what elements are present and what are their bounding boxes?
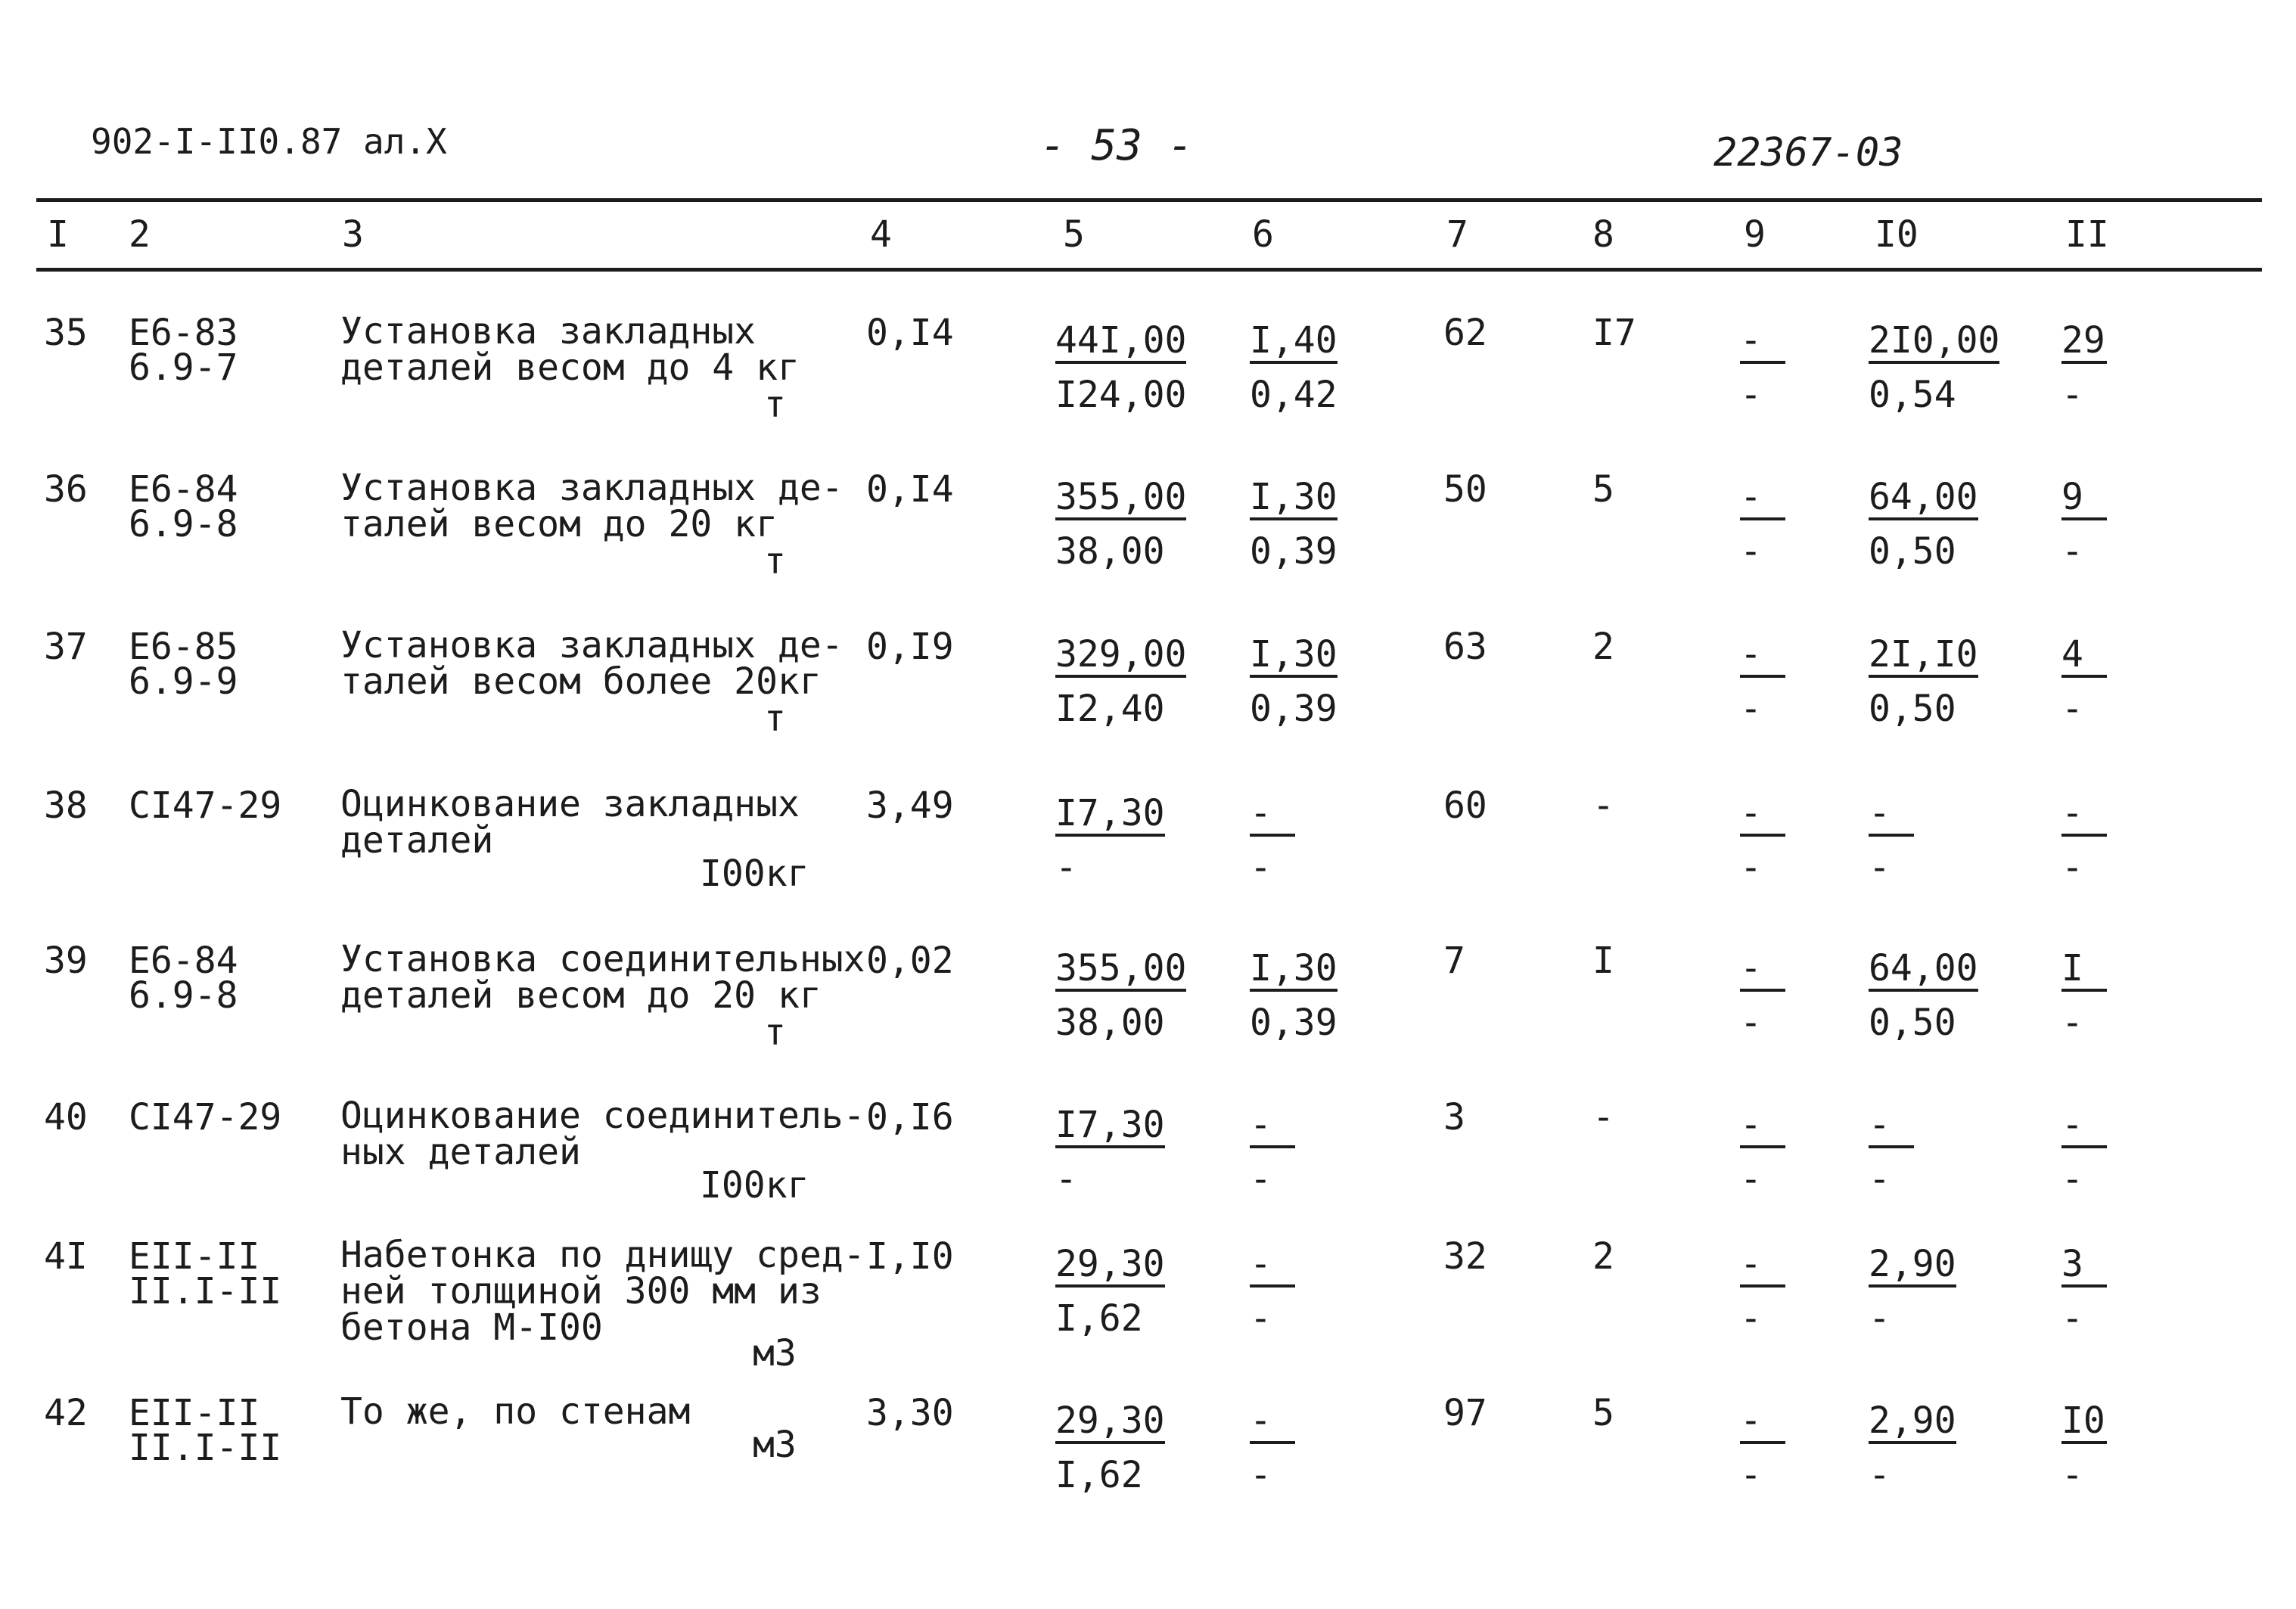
column-9-value-denominator: - [1740,1158,1762,1201]
column-number: 5 [1063,213,1085,256]
column-7-value: 63 [1443,626,1487,668]
column-9-value [1740,1104,1785,1201]
column-8-value: 2 [1592,626,1614,668]
column-8-value: - [1592,1096,1614,1138]
rate-code-line: СI47-29 [129,1096,282,1138]
rate-code-line: СI47-29 [129,784,282,827]
column-11-value-numerator: 4 [2061,635,2107,678]
column-9-value-numerator: - [1740,478,1785,520]
column-6-value [1250,476,1338,573]
page-number: - 53 - [1040,121,1194,170]
column-10-value-numerator: 2,90 [1869,1245,1956,1288]
description-line: Установка закладных де- [340,467,844,509]
description-line: Оцинкование закладных [340,783,800,825]
column-11-value-numerator: - [2061,1106,2107,1148]
column-9-value-denominator: - [1740,1002,1762,1044]
column-6-value [1250,794,1295,887]
column-10-value [1869,1243,1956,1340]
column-5-value [1055,1243,1165,1340]
row-number: 36 [44,468,88,511]
column-11-value [2061,1104,2107,1201]
rate-code [129,314,238,387]
description-line: Установка закладных [340,310,757,353]
column-10-value-numerator: 64,00 [1869,478,1978,520]
column-6-value-denominator: - [1250,1454,1272,1496]
column-11-value-denominator: - [2061,1454,2083,1496]
column-10-value-denominator: 0,50 [1869,530,1956,573]
column-5-value [1055,321,1186,414]
column-number: 7 [1446,213,1468,256]
column-5-value-denominator: - [1055,846,1077,889]
column-5-value [1055,635,1186,728]
column-9-value [1740,321,1785,414]
quantity: 3,49 [866,784,954,827]
description-line: талей весом более 20кг [340,660,822,703]
column-7-value: 32 [1443,1235,1487,1278]
unit-of-measure: т [764,384,786,426]
column-10-value-numerator: 2,90 [1869,1402,1956,1444]
work-description [340,467,844,545]
column-11-value-numerator: 3 [2061,1245,2107,1288]
column-6-value-denominator: 0,39 [1250,688,1338,730]
column-10-value [1869,635,1978,728]
column-6-value [1250,635,1338,728]
column-11-value-denominator: - [2061,374,2083,416]
column-7-value: 97 [1443,1392,1487,1434]
column-11-value-denominator: - [2061,846,2083,889]
column-number: 3 [342,213,364,256]
rate-code [129,468,238,545]
rate-code [129,626,238,703]
column-6-value-numerator: - [1250,794,1295,837]
column-11-value-denominator: - [2061,1297,2083,1340]
column-6-value [1250,1399,1295,1496]
row-number: 37 [44,626,88,668]
column-number: II [2065,213,2109,256]
column-10-value-denominator: - [1869,846,1891,889]
description-line: бетона М-I00 [340,1306,603,1349]
column-number: I0 [1875,213,1919,256]
rate-code-line: 6.9-8 [129,503,238,545]
rate-code [129,1235,282,1312]
column-6-value-denominator: 0,39 [1250,530,1338,573]
column-5-value-numerator: 44I,00 [1055,321,1186,364]
unit-of-measure: т [764,540,786,582]
column-11-value-denominator: - [2061,1002,2083,1044]
column-9-value-denominator: - [1740,688,1762,730]
column-11-value [2061,476,2107,573]
column-11-value [2061,794,2107,887]
column-10-value-denominator: - [1869,1158,1891,1201]
column-9-value [1740,1243,1785,1340]
column-8-value: I [1592,940,1614,982]
rate-code [129,1098,281,1136]
row-number: 35 [44,312,88,354]
column-5-value-numerator: I7,30 [1055,794,1165,837]
column-number: 6 [1252,213,1274,256]
rate-code-line: ЕII-II [129,1392,260,1434]
column-6-value-numerator: I,40 [1250,321,1338,364]
unit-of-measure: т [764,1011,786,1054]
column-5-value-denominator: 38,00 [1055,530,1165,573]
work-description [340,1390,691,1433]
quantity: 0,I4 [866,468,954,511]
column-7-value: 50 [1443,468,1487,511]
column-10-value-denominator: 0,50 [1869,688,1956,730]
column-6-value-denominator: - [1250,846,1272,889]
rate-code-line: Е6-83 [129,312,238,354]
column-10-value [1869,794,1914,887]
rate-code [129,1394,281,1467]
work-description [340,783,800,862]
description-line: Набетонка по днищу сред- [340,1234,865,1276]
document-code: 902-I-II0.87 ал.X [91,121,447,162]
row-number: 39 [44,940,88,982]
column-6-value-numerator: I,30 [1250,478,1338,520]
description-line: ней толщиной 300 мм из [340,1270,822,1312]
unit-of-measure: м3 [753,1424,797,1466]
column-10-value-denominator: 0,50 [1869,1002,1956,1044]
row-number: 38 [44,784,88,827]
column-9-value-denominator: - [1740,530,1762,573]
column-6-value-numerator: I,30 [1250,949,1338,992]
column-5-value-denominator: I24,00 [1055,374,1187,416]
table-top-rule [36,198,2262,202]
column-10-value [1869,1104,1914,1201]
column-5-value-denominator: I,62 [1055,1297,1143,1340]
column-number: 8 [1592,213,1614,256]
row-number: 40 [44,1096,88,1138]
column-number: I [47,213,69,256]
rate-code-line: 6.9-9 [129,660,238,703]
column-10-value-numerator: 64,00 [1869,949,1978,992]
column-5-value [1055,794,1165,887]
rate-code-line: Е6-85 [129,626,238,668]
column-9-value-denominator: - [1740,846,1762,889]
quantity: 0,I6 [866,1096,954,1138]
column-9-value-numerator: - [1740,1106,1785,1148]
rate-code-line: 6.9-8 [129,974,238,1017]
column-5-value-numerator: 355,00 [1055,478,1186,520]
description-line: деталей весом до 4 кг [340,346,800,389]
column-11-value-denominator: - [2061,688,2083,730]
column-9-value-numerator: - [1740,1245,1785,1288]
unit-of-measure: I00кг [700,1164,809,1207]
column-9-value [1740,1399,1785,1496]
column-9-value [1740,949,1785,1042]
rate-code-line: 6.9-7 [129,346,238,389]
column-5-value [1055,1399,1165,1496]
rate-code-line: II.I-II [129,1270,282,1312]
rate-code-line: ЕII-II [129,1235,260,1278]
column-6-value [1250,949,1338,1042]
column-5-value-numerator: 29,30 [1055,1402,1165,1444]
column-11-value [2061,1399,2107,1496]
column-11-value [2061,635,2107,728]
column-11-value-numerator: I [2061,949,2107,992]
column-11-value-numerator: 29 [2061,321,2107,364]
column-7-value: 7 [1443,940,1465,982]
description-line: деталей весом до 20 кг [340,974,822,1017]
column-number: 2 [129,213,151,256]
column-7-value: 62 [1443,312,1487,354]
column-6-value-numerator: - [1250,1106,1295,1148]
column-11-value [2061,321,2107,414]
column-11-value-denominator: - [2061,1158,2083,1201]
description-line: То же, по стенам [340,1390,691,1433]
column-6-value [1250,1104,1295,1201]
rate-code-line: Е6-84 [129,468,238,511]
column-10-value-numerator: - [1869,794,1914,837]
document-number: 22367-03 [1713,130,1903,175]
header-bottom-rule [36,268,2262,272]
quantity: 3,30 [866,1392,954,1434]
work-description [340,624,844,703]
description-line: Установка закладных де- [340,624,844,666]
column-9-value-denominator: - [1740,1297,1762,1340]
rate-code [129,940,238,1017]
column-9-value-numerator: - [1740,794,1785,837]
column-6-value-numerator: I,30 [1250,635,1338,678]
row-number: 42 [44,1392,88,1434]
column-11-value-denominator: - [2061,530,2083,573]
description-line: Установка соединительных [340,938,865,980]
column-10-value-denominator: - [1869,1454,1891,1496]
quantity: 0,I4 [866,312,954,354]
column-10-value-numerator: - [1869,1106,1914,1148]
column-5-value-numerator: 29,30 [1055,1245,1165,1288]
column-9-value [1740,794,1785,887]
column-11-value-numerator: I0 [2061,1402,2107,1444]
column-6-value [1250,321,1338,414]
column-5-value-numerator: 329,00 [1055,635,1186,678]
rate-code-line: Е6-84 [129,940,238,982]
column-8-value: 5 [1592,468,1614,511]
column-10-value [1869,321,1999,414]
column-8-value: 2 [1592,1235,1614,1278]
column-10-value [1869,949,1978,1042]
rate-code-line: II.I-II [129,1427,282,1469]
column-9-value-numerator: - [1740,949,1785,992]
column-5-value [1055,949,1186,1042]
column-9-value-numerator: - [1740,321,1785,364]
column-10-value [1869,1399,1956,1496]
quantity: I,I0 [866,1235,954,1278]
column-7-value: 3 [1443,1096,1465,1138]
column-11-value [2061,1243,2107,1340]
column-number: 4 [870,213,892,256]
rate-code [129,784,282,827]
column-5-value-denominator: I2,40 [1055,688,1165,730]
column-number: 9 [1744,213,1766,256]
work-description [340,310,800,389]
work-description [340,938,865,1017]
description-line: Оцинкование соединитель- [340,1095,865,1137]
description-line: ных деталей [340,1131,581,1173]
column-6-value-denominator: 0,42 [1250,374,1338,416]
column-5-value-numerator: I7,30 [1055,1106,1165,1148]
quantity: 0,I9 [866,626,954,668]
column-5-value-denominator: - [1055,1158,1077,1201]
column-10-value-denominator: 0,54 [1869,374,1956,416]
work-description [340,1234,865,1349]
column-6-value-numerator: - [1250,1402,1295,1444]
unit-of-measure: м3 [753,1332,797,1374]
column-10-value [1869,476,1978,573]
column-5-value [1055,476,1187,573]
unit-of-measure: т [764,697,786,740]
column-9-value-denominator: - [1740,1454,1762,1496]
column-10-value-numerator: 2I0,00 [1869,321,1999,364]
work-description [340,1095,865,1173]
column-9-value [1740,635,1785,728]
column-10-value-denominator: - [1869,1297,1891,1340]
unit-of-measure: I00кг [700,853,809,895]
column-9-value-numerator: - [1740,1402,1785,1444]
column-11-value-numerator: - [2061,794,2107,837]
column-9-value-numerator: - [1740,635,1785,678]
column-9-value-denominator: - [1740,374,1762,416]
column-7-value: 60 [1443,784,1487,827]
column-6-value-numerator: - [1250,1245,1295,1288]
column-6-value-denominator: - [1250,1158,1272,1201]
column-6-value-denominator: 0,39 [1250,1002,1338,1044]
column-10-value-numerator: 2I,I0 [1869,635,1978,678]
column-11-value [2061,949,2107,1042]
column-8-value: 5 [1592,1392,1614,1434]
column-8-value: I7 [1592,312,1636,354]
column-6-value-denominator: - [1250,1297,1272,1340]
description-line: деталей [340,819,494,862]
row-number: 4I [44,1235,88,1278]
column-9-value [1740,476,1785,573]
quantity: 0,02 [866,940,954,982]
column-5-value-numerator: 355,00 [1055,949,1186,992]
column-5-value-denominator: 38,00 [1055,1002,1165,1044]
column-8-value: - [1592,784,1614,827]
column-11-value-numerator: 9 [2061,478,2107,520]
column-5-value-denominator: I,62 [1055,1454,1143,1496]
description-line: талей весом до 20 кг [340,503,778,545]
column-5-value [1055,1104,1165,1201]
column-6-value [1250,1243,1295,1340]
